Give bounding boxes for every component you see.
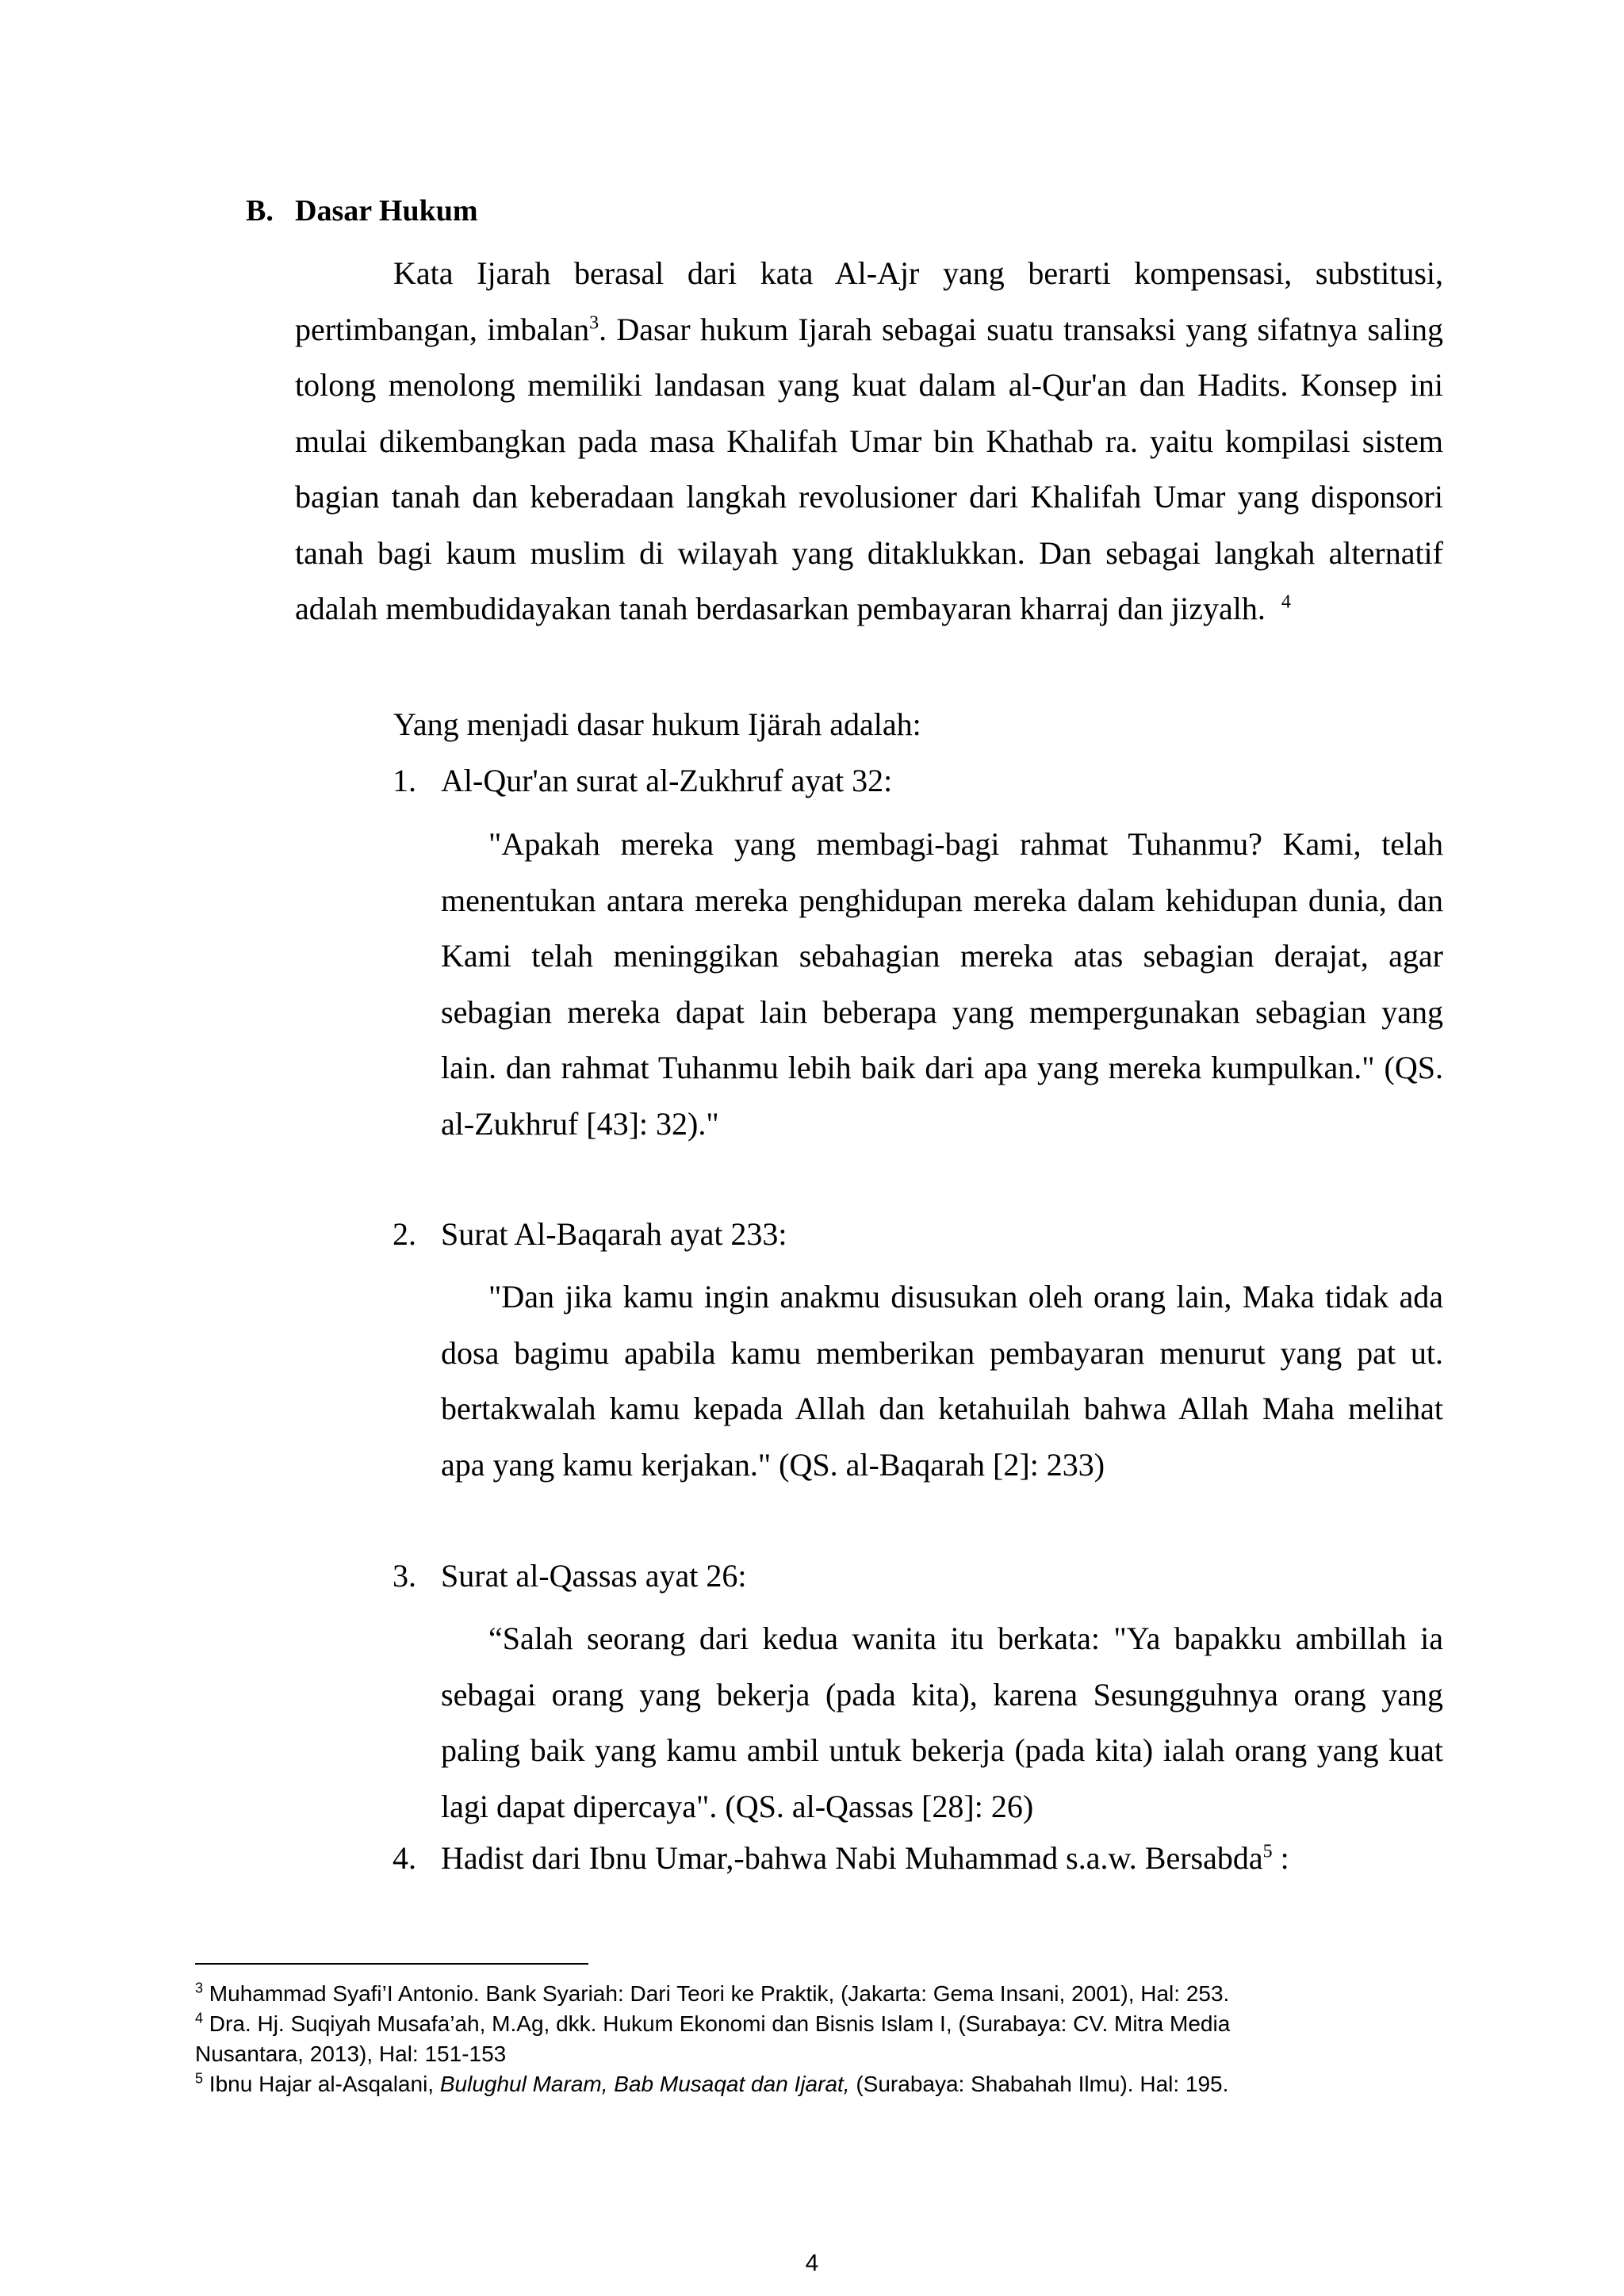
paragraph-text-a: Kata Ijarah berasal dari kata Al-Ajr yang berarti kompensasi, substitusi, pertimbangan, imbalan [295, 255, 1443, 347]
quote-block [441, 1269, 1443, 1493]
footnote-italic-title: Bulughul Maram, Bab Musaqat dan Ijarat, [439, 2072, 850, 2096]
paragraph-text-b: . Dasar hukum Ijarah sebagai suatu transaksi yang sifatnya saling tolong menolong memiliki landasan yang kuat dalam al-Qur'an dan Hadits. Konsep ini mulai dikembangkan pada masa Khalifah Umar bin Khathab ra. yaitu kompilasi sistem bagian tanah dan keberadaan langkah revolusioner dari Khalifah Umar yang disponsori tanah bagi kaum muslim di wilayah yang ditaklukkan. Dan sebagai langkah alternatif adalah membudidayakan tanah berdasarkan pembayaran kharraj dan jizyalh. [295, 311, 1443, 626]
footnote-ref-5[interactable]: 5 [1262, 1841, 1273, 1862]
list-item-number: 1. [393, 763, 416, 798]
quote-text: "Apakah mereka yang membagi-bagi rahmat Tuhanmu? Kami, telah menentukan antara mereka penghidupan mereka dalam kehidupan dunia, dan Kami telah meninggikan sebahagian mereka atas sebagian derajat, agar sebagian mereka dapat lain beberapa yang mempergunakan sebagian yang lain. dan rahmat Tuhanmu lebih baik dari apa yang mereka kumpulkan." (QS. al-Zukhruf [43]: 32)." [441, 826, 1443, 1142]
quote-text: "Dan jika kamu ingin anakmu disusukan oleh orang lain, Maka tidak ada dosa bagimu apabila kamu memberikan pembayaran menurut yang pat ut. bertakwalah kamu kepada Allah dan ketahuilah bahwa Allah Maha melihat apa yang kamu kerjakan." (QS. al-Baqarah [2]: 233) [441, 1279, 1443, 1483]
body-paragraph [295, 246, 1443, 637]
footnote-4 [195, 2009, 1432, 2069]
footnote-3 [195, 1979, 1432, 2009]
intro-line: Yang menjadi dasar hukum Ijärah adalah: [393, 706, 921, 742]
page-number: 4 [805, 2250, 819, 2276]
footnote-ref-4[interactable]: 4 [1281, 591, 1291, 613]
footnote-text-tail: (Surabaya: Shabahah Ilmu). Hal: 195. [849, 2072, 1229, 2096]
list-item-title-tail: : [1272, 1840, 1289, 1876]
quote-block [441, 817, 1443, 1152]
footnote-text: Muhammad Syafi’I Antonio. Bank Syariah: Dari Teori ke Praktik, (Jakarta: Gema Insani, 2001), Hal: 253. [203, 1981, 1230, 2006]
footnote-ref-3[interactable]: 3 [589, 312, 599, 334]
list-item-title: Surat al-Qassas ayat 26: [441, 1558, 747, 1594]
footnotes [195, 1979, 1432, 2099]
quote-block [441, 1611, 1443, 1835]
footnote-text: Ibnu Hajar al-Asqalani, [203, 2072, 440, 2096]
footnote-5 [195, 2069, 1432, 2099]
footnote-text: Dra. Hj. Suqiyah Musafa’ah, M.Ag, dkk. Hukum Ekonomi dan Bisnis Islam I, (Surabaya: CV. Mitra Media [203, 2011, 1231, 2036]
footnote-number: 4 [195, 2010, 204, 2026]
section-letter: B. [246, 194, 274, 228]
section-title: Dasar Hukum [295, 194, 478, 228]
list-item-number: 3. [393, 1558, 416, 1594]
list-item-title: Al-Qur'an surat al-Zukhruf ayat 32: [441, 763, 893, 798]
footnote-separator [195, 1963, 588, 1965]
quote-text: “Salah seorang dari kedua wanita itu berkata: "Ya bapakku ambillah ia sebagai orang yang bekerja (pada kita), karena Sesungguhnya orang yang paling baik yang kamu ambil untuk bekerja (pada kita) ialah orang yang kuat lagi dapat dipercaya". (QS. al-Qassas [28]: 26) [441, 1621, 1443, 1824]
list-item-title-text: Hadist dari Ibnu Umar,-bahwa Nabi Muhammad s.a.w. Bersabda [441, 1840, 1263, 1876]
footnote-text-continued: Nusantara, 2013), Hal: 151-153 [195, 2042, 507, 2066]
footnote-number: 3 [195, 1980, 204, 1996]
list-item-title: Surat Al-Baqarah ayat 233: [441, 1216, 787, 1252]
section-heading [246, 193, 478, 228]
list-item-number: 4. [393, 1840, 416, 1876]
list-item-number: 2. [393, 1216, 416, 1252]
list-item-title [441, 1839, 1289, 1877]
footnote-number: 5 [195, 2070, 204, 2087]
